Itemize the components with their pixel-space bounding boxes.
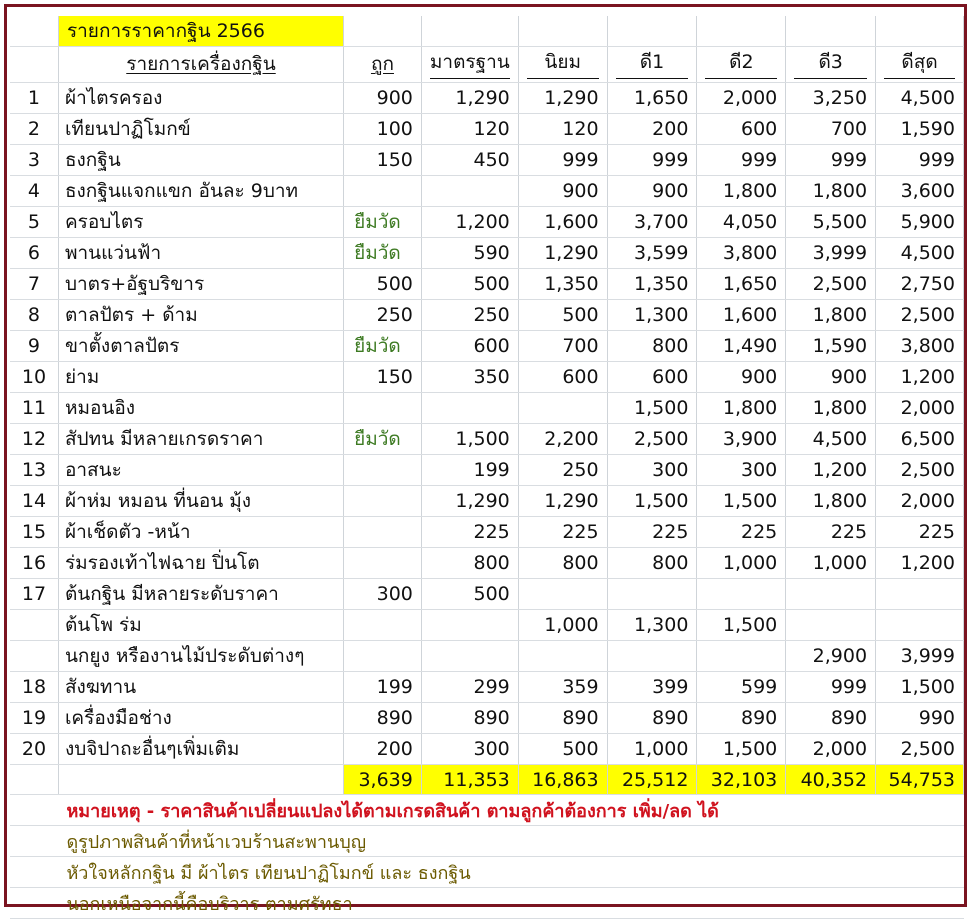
price-good1[interactable]: 200: [607, 114, 697, 145]
price-standard[interactable]: 1,290: [421, 83, 518, 114]
price-standard[interactable]: 1,290: [421, 486, 518, 517]
price-good2[interactable]: 4,050: [697, 207, 786, 238]
item-name[interactable]: พานแว่นฟ้า: [58, 238, 343, 269]
price-cheap[interactable]: [344, 486, 422, 517]
price-good3[interactable]: 900: [786, 362, 876, 393]
price-cheap[interactable]: [344, 517, 422, 548]
price-cheap[interactable]: ยืมวัด: [344, 424, 422, 455]
row-number[interactable]: 17: [10, 579, 58, 610]
price-good2[interactable]: 3,800: [697, 238, 786, 269]
row-number[interactable]: 7: [10, 269, 58, 300]
price-popular[interactable]: [518, 393, 607, 424]
price-popular[interactable]: 1,290: [518, 486, 607, 517]
price-good3[interactable]: 1,800: [786, 486, 876, 517]
table-row: [10, 238, 964, 269]
price-cheap[interactable]: 900: [344, 83, 422, 114]
price-good1[interactable]: 2,500: [607, 424, 697, 455]
price-cheap[interactable]: 150: [344, 145, 422, 176]
table-row: [10, 362, 964, 393]
price-standard[interactable]: 500: [421, 579, 518, 610]
table-row: [10, 455, 964, 486]
price-good1[interactable]: 1,300: [607, 300, 697, 331]
price-popular[interactable]: 1,600: [518, 207, 607, 238]
price-standard[interactable]: 890: [421, 703, 518, 734]
row-number[interactable]: 1: [10, 83, 58, 114]
price-good2[interactable]: 225: [697, 517, 786, 548]
item-name[interactable]: ต้นโพ ร่ม: [58, 610, 343, 641]
price-good1[interactable]: 1,500: [607, 393, 697, 424]
header-good3[interactable]: ดี3: [786, 47, 876, 83]
price-good3[interactable]: 1,800: [786, 300, 876, 331]
price-popular[interactable]: 700: [518, 331, 607, 362]
row-number[interactable]: 11: [10, 393, 58, 424]
table-row: [10, 734, 964, 765]
item-name[interactable]: สังฆทาน: [58, 672, 343, 703]
price-good2[interactable]: 1,800: [697, 393, 786, 424]
row-number[interactable]: 19: [10, 703, 58, 734]
price-cheap[interactable]: 199: [344, 672, 422, 703]
item-name[interactable]: ธงกฐิน: [58, 145, 343, 176]
price-good3[interactable]: 1,000: [786, 548, 876, 579]
table-row: [10, 703, 964, 734]
price-best[interactable]: 1,200: [876, 548, 964, 579]
table-row: [10, 486, 964, 517]
table-row: [10, 517, 964, 548]
price-popular[interactable]: 500: [518, 300, 607, 331]
price-good2[interactable]: [697, 579, 786, 610]
price-best[interactable]: 6,500: [876, 424, 964, 455]
row-number[interactable]: [10, 641, 58, 672]
price-good3[interactable]: 5,500: [786, 207, 876, 238]
price-good1[interactable]: 800: [607, 331, 697, 362]
table-row: [10, 331, 964, 362]
price-best[interactable]: 2,000: [876, 393, 964, 424]
header-best[interactable]: ดีสุด: [876, 47, 964, 83]
row-number[interactable]: 6: [10, 238, 58, 269]
price-best[interactable]: 999: [876, 145, 964, 176]
price-best[interactable]: 1,200: [876, 362, 964, 393]
price-good1[interactable]: [607, 579, 697, 610]
header-standard[interactable]: มาตรฐาน: [421, 47, 518, 83]
item-name[interactable]: ตาลปัตร + ด้าม: [58, 300, 343, 331]
price-table: [10, 16, 964, 919]
price-cheap[interactable]: ยืมวัด: [344, 331, 422, 362]
price-good2[interactable]: 600: [697, 114, 786, 145]
price-good3[interactable]: 1,800: [786, 176, 876, 207]
price-good1[interactable]: 3,599: [607, 238, 697, 269]
item-name[interactable]: นกยูง หรืองานไม้ประดับต่างๆ: [58, 641, 343, 672]
price-best[interactable]: 1,590: [876, 114, 964, 145]
item-name[interactable]: เทียนปาฏิโมกข์: [58, 114, 343, 145]
table-row: [10, 176, 964, 207]
price-best[interactable]: 2,500: [876, 455, 964, 486]
price-popular[interactable]: 120: [518, 114, 607, 145]
price-standard[interactable]: 1,200: [421, 207, 518, 238]
price-cheap[interactable]: 890: [344, 703, 422, 734]
corner-cell[interactable]: [10, 16, 58, 47]
price-good2[interactable]: 1,500: [697, 486, 786, 517]
price-good2[interactable]: 3,900: [697, 424, 786, 455]
total-best[interactable]: 54,753: [876, 765, 964, 795]
price-cheap[interactable]: [344, 641, 422, 672]
price-popular[interactable]: 225: [518, 517, 607, 548]
total-good2[interactable]: 32,103: [697, 765, 786, 795]
price-good3[interactable]: 225: [786, 517, 876, 548]
table-row: [10, 300, 964, 331]
price-cheap[interactable]: [344, 610, 422, 641]
price-good2[interactable]: 599: [697, 672, 786, 703]
price-good3[interactable]: 2,000: [786, 734, 876, 765]
row-number[interactable]: 16: [10, 548, 58, 579]
price-good2[interactable]: 1,600: [697, 300, 786, 331]
price-good2[interactable]: 1,000: [697, 548, 786, 579]
row-number[interactable]: [10, 610, 58, 641]
price-standard[interactable]: 450: [421, 145, 518, 176]
price-good1[interactable]: 800: [607, 548, 697, 579]
price-best[interactable]: 2,750: [876, 269, 964, 300]
price-cheap[interactable]: [344, 455, 422, 486]
price-good1[interactable]: 900: [607, 176, 697, 207]
price-good1[interactable]: 999: [607, 145, 697, 176]
price-standard[interactable]: 299: [421, 672, 518, 703]
price-popular[interactable]: 1,000: [518, 610, 607, 641]
price-popular[interactable]: [518, 579, 607, 610]
price-cheap[interactable]: 500: [344, 269, 422, 300]
row-number[interactable]: 13: [10, 455, 58, 486]
price-good2[interactable]: [697, 641, 786, 672]
price-good1[interactable]: 1,650: [607, 83, 697, 114]
row-number[interactable]: 15: [10, 517, 58, 548]
table-row: [10, 610, 964, 641]
table-row: [10, 672, 964, 703]
total-cheap[interactable]: 3,639: [344, 765, 422, 795]
price-standard[interactable]: 225: [421, 517, 518, 548]
price-cheap[interactable]: ยืมวัด: [344, 207, 422, 238]
price-standard[interactable]: 300: [421, 734, 518, 765]
item-name[interactable]: ธงกฐินแจกแขก อันละ 9บาท: [58, 176, 343, 207]
price-good3[interactable]: 3,250: [786, 83, 876, 114]
item-name[interactable]: ผ้าเช็ดตัว -หน้า: [58, 517, 343, 548]
table-row: [10, 579, 964, 610]
item-name[interactable]: เครื่องมือช่าง: [58, 703, 343, 734]
price-good1[interactable]: 890: [607, 703, 697, 734]
price-good3[interactable]: 3,999: [786, 238, 876, 269]
price-cheap[interactable]: [344, 548, 422, 579]
note-remark[interactable]: หมายเหตุ - ราคาสินค้าเปลี่ยนแปลงได้ตามเกรดสินค้า ตามลูกค้าต้องการ เพิ่ม/ลด ได้: [58, 795, 963, 826]
price-good2[interactable]: 1,500: [697, 610, 786, 641]
price-good2[interactable]: 1,800: [697, 176, 786, 207]
total-standard[interactable]: 11,353: [421, 765, 518, 795]
price-best[interactable]: 4,500: [876, 83, 964, 114]
table-row: [10, 424, 964, 455]
price-standard[interactable]: [421, 176, 518, 207]
total-popular[interactable]: 16,863: [518, 765, 607, 795]
price-good3[interactable]: 890: [786, 703, 876, 734]
price-cheap[interactable]: 250: [344, 300, 422, 331]
table-row: [10, 269, 964, 300]
price-best[interactable]: 3,800: [876, 331, 964, 362]
price-best[interactable]: 3,999: [876, 641, 964, 672]
price-good1[interactable]: 3,700: [607, 207, 697, 238]
total-good3[interactable]: 40,352: [786, 765, 876, 795]
price-standard[interactable]: [421, 610, 518, 641]
row-number[interactable]: 12: [10, 424, 58, 455]
price-standard[interactable]: 600: [421, 331, 518, 362]
item-name[interactable]: บาตร+อัฐบริขาร: [58, 269, 343, 300]
table-row: [10, 207, 964, 238]
price-popular[interactable]: 1,290: [518, 238, 607, 269]
price-good3[interactable]: [786, 610, 876, 641]
price-good1[interactable]: 1,000: [607, 734, 697, 765]
price-best[interactable]: 4,500: [876, 238, 964, 269]
price-good3[interactable]: 1,200: [786, 455, 876, 486]
price-good1[interactable]: 1,500: [607, 486, 697, 517]
item-name[interactable]: ครอบไตร: [58, 207, 343, 238]
totals-row: [10, 765, 964, 795]
item-name[interactable]: อาสนะ: [58, 455, 343, 486]
price-best[interactable]: 225: [876, 517, 964, 548]
price-popular[interactable]: 359: [518, 672, 607, 703]
row-number[interactable]: 10: [10, 362, 58, 393]
price-popular[interactable]: 250: [518, 455, 607, 486]
price-popular[interactable]: 500: [518, 734, 607, 765]
row-number[interactable]: 8: [10, 300, 58, 331]
price-good2[interactable]: 1,650: [697, 269, 786, 300]
price-popular[interactable]: [518, 641, 607, 672]
price-cheap[interactable]: ยืมวัด: [344, 238, 422, 269]
price-popular[interactable]: 1,290: [518, 83, 607, 114]
table-row: [10, 548, 964, 579]
price-best[interactable]: 3,600: [876, 176, 964, 207]
row-number[interactable]: 2: [10, 114, 58, 145]
price-standard[interactable]: 500: [421, 269, 518, 300]
price-best[interactable]: 1,500: [876, 672, 964, 703]
item-name[interactable]: งบจิปาถะอื่นๆเพิ่มเติม: [58, 734, 343, 765]
price-good2[interactable]: 890: [697, 703, 786, 734]
price-good3[interactable]: 2,500: [786, 269, 876, 300]
price-popular[interactable]: 2,200: [518, 424, 607, 455]
price-standard[interactable]: 800: [421, 548, 518, 579]
price-standard[interactable]: [421, 393, 518, 424]
price-popular[interactable]: 600: [518, 362, 607, 393]
price-good1[interactable]: 1,350: [607, 269, 697, 300]
note-core-items[interactable]: หัวใจหลักกฐิน มี ผ้าไตร เทียนปาฏิโมกข์ และ ธงกฐิน: [58, 857, 963, 888]
row-number[interactable]: 18: [10, 672, 58, 703]
price-good3[interactable]: 700: [786, 114, 876, 145]
price-good3[interactable]: 1,800: [786, 393, 876, 424]
price-best[interactable]: 2,500: [876, 300, 964, 331]
price-best[interactable]: [876, 610, 964, 641]
price-cheap[interactable]: 100: [344, 114, 422, 145]
price-popular[interactable]: 890: [518, 703, 607, 734]
price-standard[interactable]: 199: [421, 455, 518, 486]
header-cheap[interactable]: ถูก: [344, 47, 422, 83]
price-good3[interactable]: 999: [786, 672, 876, 703]
row-number[interactable]: 5: [10, 207, 58, 238]
price-cheap[interactable]: 200: [344, 734, 422, 765]
header-good1[interactable]: ดี1: [607, 47, 697, 83]
price-good2[interactable]: 999: [697, 145, 786, 176]
price-good2[interactable]: 1,490: [697, 331, 786, 362]
item-name[interactable]: ร่มรองเท้าไฟฉาย ปิ่นโต: [58, 548, 343, 579]
price-standard[interactable]: 250: [421, 300, 518, 331]
table-row: [10, 145, 964, 176]
price-good3[interactable]: 4,500: [786, 424, 876, 455]
price-best[interactable]: [876, 579, 964, 610]
price-popular[interactable]: 900: [518, 176, 607, 207]
table-row: [10, 83, 964, 114]
sheet-title[interactable]: รายการราคากฐิน 2566: [58, 16, 343, 47]
price-standard[interactable]: 1,500: [421, 424, 518, 455]
item-name[interactable]: ผ้าไตรครอง: [58, 83, 343, 114]
table-row: [10, 114, 964, 145]
price-good1[interactable]: 399: [607, 672, 697, 703]
row-number[interactable]: 20: [10, 734, 58, 765]
price-popular[interactable]: 1,350: [518, 269, 607, 300]
price-popular[interactable]: 800: [518, 548, 607, 579]
price-good1[interactable]: 600: [607, 362, 697, 393]
price-cheap[interactable]: [344, 393, 422, 424]
item-name[interactable]: ขาตั้งตาลปัตร: [58, 331, 343, 362]
total-good1[interactable]: 25,512: [607, 765, 697, 795]
price-popular[interactable]: 999: [518, 145, 607, 176]
row-number[interactable]: 9: [10, 331, 58, 362]
price-good1[interactable]: [607, 641, 697, 672]
note-see-website[interactable]: ดูรูปภาพสินค้าที่หน้าเวบร้านสะพานบุญ: [58, 826, 963, 857]
price-cheap[interactable]: [344, 176, 422, 207]
item-name[interactable]: สัปทน มีหลายเกรดราคา: [58, 424, 343, 455]
price-best[interactable]: 2,500: [876, 734, 964, 765]
item-name[interactable]: หมอนอิง: [58, 393, 343, 424]
price-standard[interactable]: 350: [421, 362, 518, 393]
header-good2[interactable]: ดี2: [697, 47, 786, 83]
price-good1[interactable]: 225: [607, 517, 697, 548]
item-name[interactable]: ต้นกฐิน มีหลายระดับราคา: [58, 579, 343, 610]
price-best[interactable]: 2,000: [876, 486, 964, 517]
price-good3[interactable]: 999: [786, 145, 876, 176]
price-good3[interactable]: [786, 579, 876, 610]
price-standard[interactable]: 120: [421, 114, 518, 145]
row-number[interactable]: 3: [10, 145, 58, 176]
row-number[interactable]: 4: [10, 176, 58, 207]
price-good2[interactable]: 300: [697, 455, 786, 486]
price-good1[interactable]: 1,300: [607, 610, 697, 641]
price-good2[interactable]: 2,000: [697, 83, 786, 114]
price-good1[interactable]: 300: [607, 455, 697, 486]
price-standard[interactable]: [421, 641, 518, 672]
note-extras[interactable]: นอกเหนือจากนี้คือบริวาร ตามศรัทธา: [58, 888, 963, 919]
price-cheap[interactable]: 300: [344, 579, 422, 610]
item-name[interactable]: ย่าม: [58, 362, 343, 393]
price-best[interactable]: 990: [876, 703, 964, 734]
price-best[interactable]: 5,900: [876, 207, 964, 238]
price-good3[interactable]: 2,900: [786, 641, 876, 672]
table-row: [10, 641, 964, 672]
header-popular[interactable]: นิยม: [518, 47, 607, 83]
row-number[interactable]: 14: [10, 486, 58, 517]
price-sheet: [4, 4, 967, 915]
price-good3[interactable]: 1,590: [786, 331, 876, 362]
price-standard[interactable]: 590: [421, 238, 518, 269]
price-good2[interactable]: 1,500: [697, 734, 786, 765]
item-name[interactable]: ผ้าห่ม หมอน ที่นอน มุ้ง: [58, 486, 343, 517]
price-good2[interactable]: 900: [697, 362, 786, 393]
table-row: [10, 393, 964, 424]
header-item-name[interactable]: รายการเครื่องกฐิน: [58, 47, 343, 83]
price-cheap[interactable]: 150: [344, 362, 422, 393]
